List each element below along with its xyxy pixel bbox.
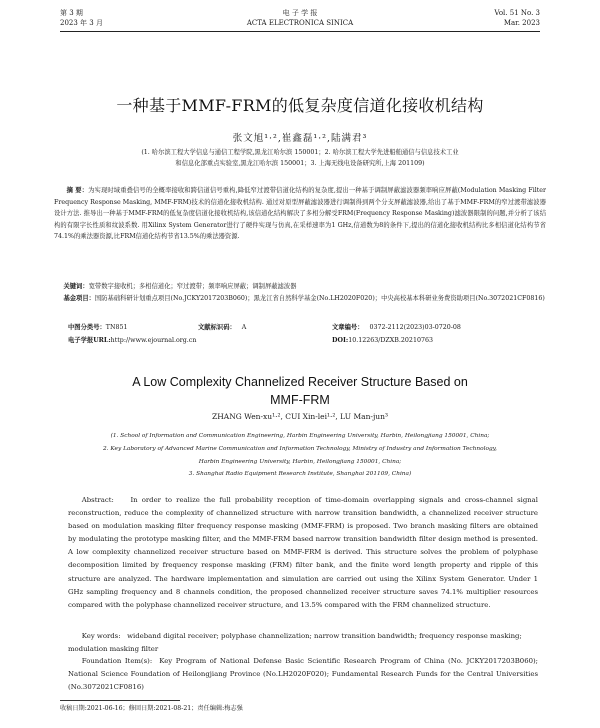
english-title-line: MMF-FRM bbox=[270, 393, 330, 407]
english-keywords-text: wideband digital receiver; polyphase channelization; narrow transition bandwidth; frequency response masking; modulation masking filter bbox=[68, 632, 522, 653]
chinese-affiliation-line: (1. 哈尔滨工程大学信息与通信工程学院,黑龙江哈尔滨 150001；2. 哈尔滨工程大学先进船舶通信与信息技术工业 bbox=[141, 149, 459, 156]
footnote-received-dates: 收稿日期:2021-06-16；修回日期:2021-08-21；责任编辑:梅志强 bbox=[60, 705, 243, 712]
english-affiliation-line: 2. Key Laboratory of Advanced Marine Communication and Information Technology, Ministry of Industry and Information Technology, bbox=[102, 445, 498, 452]
chinese-authors: 张文旭¹·²,崔鑫磊¹·²,陆满君³ bbox=[232, 133, 368, 144]
doi[interactable]: DOI:10.12263/DZXB.20210763 bbox=[332, 337, 433, 344]
chinese-abstract-text: 为实现时域重叠信号的全概率接收和跨信道信号重构,降低窄过渡带信道化结构的复杂度,提出一种基于调制屏蔽滤波器频率响应屏蔽(Modulation Masking Filter Frequency Response Masking, MMF-FRM)技术的信道化接收机结构. 通过对原型屏蔽滤波器进行调制得到两个分支屏蔽滤波器,给出了基于MMF-FRM的窄过渡带滤波器设计方法. 推导出一种基于MMF-FRM的低复杂度信道化接收机结构,该信道化结构解决了多相分解受FRM(Frequency Response Masking)滤波器限制的问题,并分析了该结构的有限字长性质和纹波系数. 用Xilinx System Generator进行了硬件实现与仿真,在采样速率为1 GHz,信道数为8的条件下,提出的信道化接收机结构比多相信道化结构节省74.1%的乘法器资源,比FRM信道化结构节省13.5%的乘法器资源. bbox=[54, 187, 546, 240]
chinese-abstract bbox=[54, 185, 546, 243]
english-affiliation-line: (1. School of Information and Communication Engineering, Harbin Engineering University, Harbin, Heilongjiang 150001, China; bbox=[110, 433, 490, 439]
english-fund-text: Key Program of National Defense Basic Scientific Research Program of China (No. JCKY2017203B060); National Science Foundation of Heilongjiang Province (No.LH2020F020); Fundamental Research Funds for the Central Universities (No.3072021CF0816) bbox=[68, 657, 538, 691]
chinese-title: 一种基于MMF-FRM的低复杂度信道化接收机结构 bbox=[116, 96, 484, 115]
document-code: 文献标识码： A bbox=[198, 324, 247, 331]
header-rule bbox=[60, 31, 540, 32]
english-abstract-label: Abstract: bbox=[81, 496, 114, 504]
english-affiliations bbox=[70, 430, 530, 481]
chinese-affiliations bbox=[110, 147, 490, 169]
english-title bbox=[60, 373, 540, 409]
chinese-keywords-label: 关键词： bbox=[63, 283, 89, 290]
journal-url[interactable]: 电子学报URL:http://www.ejournal.org.cn bbox=[68, 337, 197, 344]
chinese-keywords bbox=[54, 281, 546, 293]
footnote-rule bbox=[60, 700, 180, 701]
clc-number: 中图分类号：TN851 bbox=[68, 324, 128, 331]
issue-number: 第 3 期 bbox=[60, 9, 83, 17]
chinese-affiliation-line: 和信息化部重点实验室,黑龙江哈尔滨 150001；3. 上海无线电设备研究所,上海 201109) bbox=[175, 160, 425, 167]
english-fund-label: Foundation Item(s): bbox=[81, 657, 153, 665]
issue-date-cn: 2023 年 3 月 bbox=[60, 19, 103, 27]
english-keywords bbox=[68, 630, 538, 656]
journal-name-en: ACTA ELECTRONICA SINICA bbox=[246, 19, 354, 27]
english-abstract bbox=[68, 494, 538, 612]
chinese-fund-label: 基金项目： bbox=[63, 295, 95, 302]
journal-name-cn: 电 子 学 报 bbox=[282, 9, 318, 17]
chinese-keywords-text: 宽带数字接收机；多相信道化；窄过渡带；频率响应屏蔽；调制屏蔽滤波器 bbox=[88, 283, 297, 290]
volume-number: Vol. 51 No. 3 bbox=[494, 9, 540, 17]
article-number: 文章编号： 0372-2112(2023)03-0720-08 bbox=[332, 324, 461, 331]
english-abstract-text: In order to realize the full probability reception of time-domain overlapping signals and cross-channel signal reconstruction, reduce the complexity of channelized structure with narrow transition bandwidth, a channelized receiver structure based on modulation masking filter frequency response masking (MMF-FRM) is proposed. Two branch masking filters are obtained by modulating the prototype masking filter, and the MMF-FRM based narrow transition bandwidth filter design method is presented. A low complexity channelized receiver structure based on MMF-FRM is derived. This structure solves the problem of polyphase decomposition limited by frequency response masking (FRM) filter bank, and the finite word length property and ripple of this structure are analyzed. The hardware implementation and simulation are carried out using the Xilinx System Generator. Under 1 GHz sampling frequency and 8 channels condition, the proposed channelized receiver structure saves 74.1% multiplier resources compared with the polyphase channelized receiver structure, and 13.5% compared with the FRM channelized structure. bbox=[68, 496, 538, 609]
english-fund bbox=[68, 655, 538, 694]
english-title-line: A Low Complexity Channelized Receiver Structure Based on bbox=[132, 375, 468, 389]
english-affiliation-line: 3. Shanghai Radio Equipment Research Institute, Shanghai 201109, China) bbox=[188, 471, 412, 478]
header-center bbox=[60, 8, 540, 28]
english-keywords-label: Key words: bbox=[81, 632, 121, 640]
header-right bbox=[494, 8, 540, 28]
chinese-fund-text: 国防基础科研计划重点项目(No.JCKY2017203B060)；黑龙江省自然科学基金(No.LH2020F020)；中央高校基本科研业务费资助项目(No.3072021CF0816) bbox=[94, 295, 545, 302]
issue-date-en: Mar. 2023 bbox=[503, 19, 540, 27]
english-authors: ZHANG Wen-xu¹·², CUI Xin-lei¹·², LU Man-jun³ bbox=[212, 412, 388, 421]
chinese-abstract-label: 摘 要： bbox=[66, 187, 89, 194]
english-affiliation-line: Harbin Engineering University, Harbin, Heilongjiang 150001, China; bbox=[198, 458, 402, 465]
chinese-fund bbox=[54, 293, 546, 305]
